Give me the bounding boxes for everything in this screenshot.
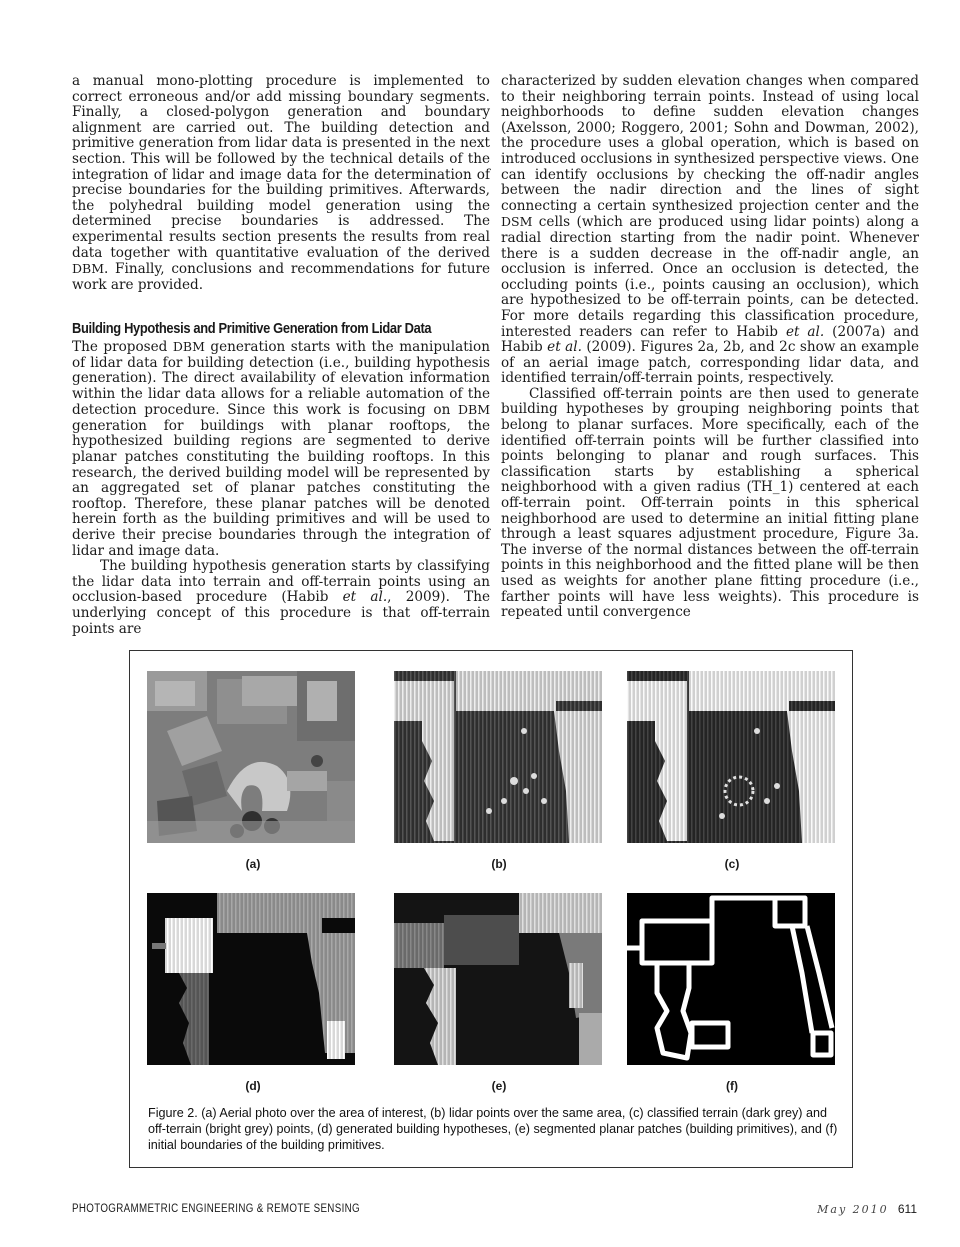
paragraph: The proposed DBM generation starts with the manipulation of lidar data for building detection (i.e., building hypothesis generation). The direct availability of elevation information within the lidar data allows for a reliable automation of the detection procedure. Since this work is focusing on DBM generation for buildings with planar rooftops, the hypothesized building regions are segmented to derive planar patches constituting the building rooftops. In this research, the derived building model will be represented by an aggregated set of planar patches constituting the rooftop. Therefore, these planar patches will be denoted herein forth as the building primitives and will be used to derive their precise boundaries through the integration of lidar and image data. — [72, 338, 490, 559]
figure-caption: Figure 2. (a) Aerial photo over the area of interest, (b) lidar points over the same area, (c) classified terrain (dark grey) and off-terrain (bright grey) points, (d) generated building hypotheses, (e) segmented planar patches (building primitives), and (f) initial boundaries of the building primitives. — [148, 1106, 838, 1152]
paragraph: The building hypothesis generation starts by classifying the lidar data into terrain and off-terrain points using an occlusion-based procedure (Habib et al., 2009). The underlying concept of this procedure is that off-terrain points are — [72, 558, 491, 637]
figure-panel-d-building-hypotheses — [147, 893, 355, 1065]
panel-label-e: (e) — [491, 1079, 507, 1093]
figure-2 — [129, 650, 853, 1168]
paragraph: a manual mono-plotting procedure is implemented to correct erroneous and/or add missing boundary segments. Finally, a closed-polygon generation and boundary alignment are carried out. The building detection and primitive generation from lidar data is presented in the next section. This will be followed by the technical details of the integration of lidar and image data for the determination of precise boundaries for the building primitives. Afterwards, the polyhedral building model generation using the determined precise boundaries is addressed. The experimental results section presents the results from real data together with quantitative evaluation of the derived DBM. Finally, conclusions and recommendations for future work are provided. — [72, 73, 490, 293]
panel-label-a: (a) — [245, 857, 261, 871]
page-number: 611 — [897, 1202, 917, 1216]
section-heading: Building Hypothesis and Primitive Generation from Lidar Data — [72, 320, 432, 338]
panel-label-c: (c) — [724, 857, 740, 871]
issue-date: May 2010 — [817, 1203, 889, 1216]
figure-panel-e-planar-patches — [394, 893, 602, 1065]
paragraph: Classified off-terrain points are then used to generate building hypotheses by grouping neighboring points that belong to planar surfaces. More specifically, each of the identified off-terrain points will be further classified into points belonging to planar and rough surfaces. This classification starts by establishing a spherical neighborhood with a given radius (TH_1) centered at each off-terrain point. Off-terrain points in this spherical neighborhood are used to determine an initial fitting plane through a least squares adjustment procedure, Figure 3a. The inverse of the normal distances between the off-terrain points in this neighborhood and the fitted plane will be then used as weights for another plane fitting procedure (i.e., farther points will have less weights). This procedure is repeated until convergence — [501, 385, 919, 621]
figure-panel-c-classified-points — [627, 671, 835, 843]
panel-label-b: (b) — [491, 857, 507, 871]
figure-panel-a-aerial-photo — [147, 671, 355, 843]
left-column — [72, 74, 490, 637]
panel-label-f: (f) — [726, 1079, 738, 1093]
figure-panel-b-lidar-points — [394, 671, 602, 843]
journal-name: PHOTOGRAMMETRIC ENGINEERING & REMOTE SENSING — [72, 1203, 360, 1215]
right-column — [501, 74, 919, 621]
panel-label-d: (d) — [245, 1079, 261, 1093]
figure-panel-f-initial-boundaries — [627, 893, 835, 1065]
page-footer — [72, 1200, 917, 1220]
footer-right — [817, 1202, 917, 1216]
paragraph: characterized by sudden elevation changes when compared to their neighboring terrain points. Instead of using local neighborhoods to define sudden elevation changes (Axelsson, 2000; Roggero, 2001; Sohn and Dowman, 2002), the procedure uses a global operation, which is based on introduced occlusions in synthesized perspective views. One can identify occlusions by checking the off-nadir angles between the nadir direction and the lines of sight connecting a certain synthesized projection center and the DSM cells (which are produced using lidar points) along a radial direction starting from the nadir point. Whenever there is a sudden decrease in the off-nadir angle, an occlusion is inferred. Once an occlusion is detected, the occluding points (i.e., points causing an occlusion), which are hypothesized to be off-terrain points, can be detected. For more details regarding this classification procedure, interested readers can refer to Habib et al. (2007a) and Habib et al. (2009). Figures 2a, 2b, and 2c show an example of an aerial image patch, corresponding lidar data, and identified terrain/off-terrain points, respectively. — [501, 73, 919, 387]
